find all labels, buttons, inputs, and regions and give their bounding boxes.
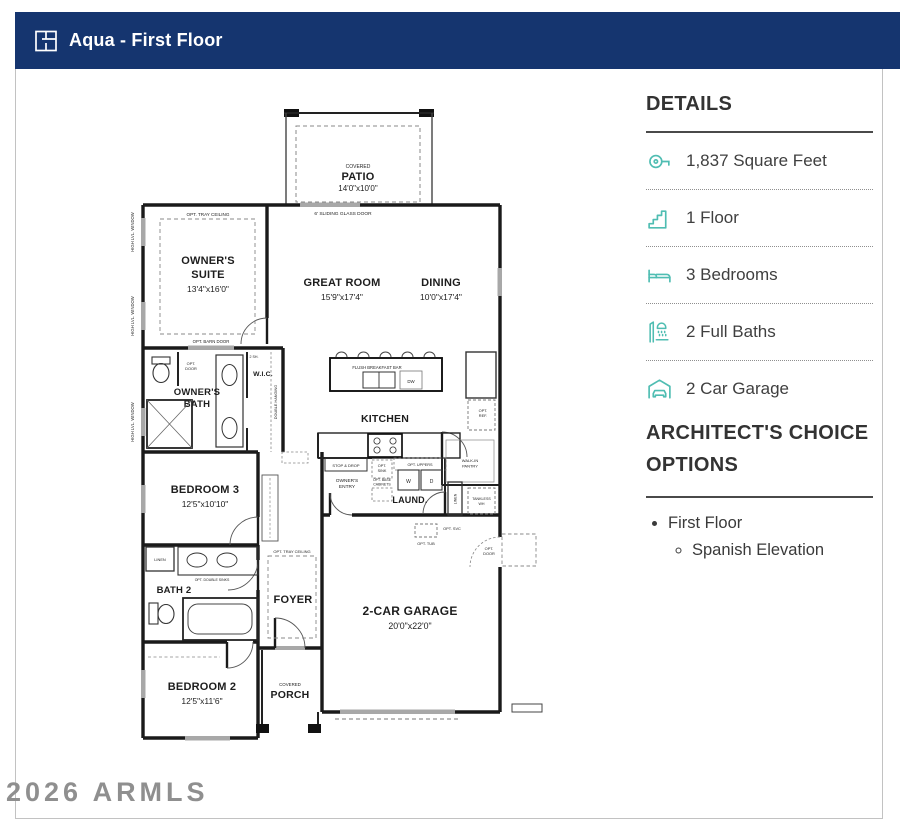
bath-2 bbox=[146, 547, 258, 640]
label-stop-drop: STOP & DROP bbox=[332, 463, 360, 468]
label-dining: DINING bbox=[421, 277, 461, 289]
detail-row-bedrooms bbox=[646, 247, 873, 304]
label-opt-garage-door: OPT. bbox=[484, 546, 494, 551]
label-kitchen: KITCHEN bbox=[360, 413, 410, 425]
car-garage-icon bbox=[646, 376, 673, 403]
label-opt-sink: OPT. bbox=[377, 464, 387, 468]
shower-icon bbox=[646, 319, 673, 346]
bedroom-2 bbox=[148, 657, 236, 706]
pantry-fridge bbox=[446, 352, 496, 482]
label-linen-hall: LINEN bbox=[453, 493, 458, 505]
label-owners-bath2: BATH bbox=[183, 399, 211, 410]
label-garage: 2-CAR GARAGE bbox=[362, 604, 458, 618]
label-great-room: GREAT ROOM bbox=[303, 277, 381, 289]
label-tankless-wh2: WH bbox=[478, 502, 485, 506]
label-opt-svc: OPT. SVC bbox=[443, 526, 461, 531]
label-owners-suite-dims: 13'4"x16'0" bbox=[187, 284, 229, 294]
label-high-window: HIGH LVL. WINDOW bbox=[130, 296, 135, 336]
label-opt-base-cabinets2: CABINETS bbox=[373, 482, 391, 487]
option-sublist bbox=[668, 541, 873, 560]
option-label: First Floor bbox=[668, 514, 743, 532]
label-opt-garage-door2: DOOR bbox=[483, 551, 495, 556]
detail-label: 3 Bedrooms bbox=[686, 265, 778, 284]
floorplan-drawing bbox=[20, 80, 635, 770]
label-bedroom2: BEDROOM 2 bbox=[167, 681, 237, 693]
kitchen bbox=[318, 352, 460, 458]
label-opt-ref: OPT. bbox=[478, 408, 488, 413]
label-high-window: HIGH LVL. WINDOW bbox=[130, 402, 135, 442]
detail-row-garage bbox=[646, 361, 873, 417]
label-dining-dims: 10'0"x17'4" bbox=[420, 292, 462, 302]
great-room-dining bbox=[304, 277, 462, 302]
floorplan-icon bbox=[34, 29, 58, 53]
page-title: Aqua - First Floor bbox=[69, 30, 223, 50]
interior-walls bbox=[178, 352, 500, 726]
label-opt-tray-ceiling: OPT. TRAY CEILING bbox=[186, 212, 230, 217]
label-bedroom3-dims: 12'5"x10'10" bbox=[181, 499, 229, 509]
options-divider bbox=[646, 496, 873, 498]
bed-icon bbox=[646, 262, 673, 289]
porch bbox=[256, 682, 321, 733]
option-item bbox=[668, 514, 873, 560]
label-patio: PATIO bbox=[341, 171, 375, 183]
label-high-window: HIGH LVL. WINDOW bbox=[130, 212, 135, 252]
detail-label: 2 Full Baths bbox=[686, 322, 776, 341]
options-title: ARCHITECT'S CHOICE OPTIONS bbox=[646, 422, 869, 476]
detail-label: 1,837 Square Feet bbox=[686, 151, 827, 170]
label-sliding-door: 6' SLIDING GLASS DOOR bbox=[314, 212, 372, 217]
option-sub-item: ◦ Spanish Elevation bbox=[692, 541, 873, 560]
label-tankless-wh: TANKLESS bbox=[472, 497, 491, 501]
label-bedroom2-dims: 12'5"x11'6" bbox=[181, 696, 223, 706]
label-porch: PORCH bbox=[270, 689, 310, 701]
label-opt-door2: DOOR bbox=[185, 366, 197, 371]
stairs-icon bbox=[646, 205, 673, 232]
detail-row-sqft bbox=[646, 133, 873, 190]
label-great-room-dims: 15'9"x17'4" bbox=[321, 292, 363, 302]
label-flush-breakfast-bar: FLUSH BREAKFAST BAR bbox=[352, 365, 402, 370]
label-foyer: FOYER bbox=[273, 594, 313, 606]
label-opt-base-cabinets: OPT. BASE bbox=[372, 478, 392, 482]
detail-row-baths bbox=[646, 304, 873, 361]
details-title: DETAILS bbox=[646, 93, 733, 115]
detail-row-floors bbox=[646, 190, 873, 247]
label-dishwasher: DW bbox=[407, 379, 415, 384]
armls-watermark: 2026 ARMLS bbox=[6, 777, 209, 807]
label-owners-entry: OWNER'S bbox=[335, 479, 359, 484]
label-opt-sink2: SINK bbox=[377, 469, 387, 473]
garage bbox=[335, 534, 542, 719]
label-walk-in-pantry2: PANTRY bbox=[462, 463, 478, 469]
patio-labels bbox=[314, 164, 377, 217]
label-bath2: BATH 2 bbox=[156, 585, 192, 596]
label-bedroom3: BEDROOM 3 bbox=[170, 484, 240, 496]
label-walk-in-pantry: WALK-IN bbox=[461, 458, 479, 463]
detail-label: 1 Floor bbox=[686, 208, 739, 227]
label-double-hanging: DOUBLE HANGING bbox=[274, 384, 278, 420]
label-washer: W bbox=[406, 479, 411, 485]
owners-bath bbox=[147, 352, 278, 452]
bedroom-3 bbox=[171, 484, 239, 509]
label-patio-dims: 14'0"x10'0" bbox=[338, 184, 378, 193]
label-owners-bath: OWNER'S bbox=[173, 387, 221, 398]
owners-suite bbox=[160, 212, 255, 344]
label-covered-patio: COVERED bbox=[345, 164, 371, 170]
label-owners-entry2: ENTRY bbox=[338, 485, 356, 490]
label-opt-double-sinks: OPT. DOUBLE SINKS bbox=[194, 578, 230, 582]
label-owners-suite: OWNER'S bbox=[181, 255, 235, 267]
label-wic: W.I.C. bbox=[253, 371, 273, 378]
label-opt-tub: OPT. TUB bbox=[417, 541, 435, 546]
label-shelves: 2 SH. bbox=[249, 355, 259, 359]
options-list bbox=[646, 514, 873, 560]
label-foyer-tray: OPT. TRAY CEILING bbox=[273, 549, 311, 554]
label-opt-uppers: OPT. UPPERS bbox=[407, 463, 433, 467]
tape-measure-icon bbox=[646, 148, 673, 175]
label-covered-porch: COVERED bbox=[279, 682, 301, 687]
label-opt-ref2: REF. bbox=[478, 413, 488, 418]
label-linen-bath2: LINEN bbox=[154, 557, 166, 562]
label-opt-door: OPT. bbox=[186, 361, 196, 366]
label-owners-suite2: SUITE bbox=[191, 269, 225, 281]
label-dryer: D bbox=[429, 479, 434, 485]
section-header-bar bbox=[15, 12, 900, 69]
laundry-band bbox=[325, 458, 495, 546]
high-window-labels bbox=[130, 212, 135, 442]
label-laundry: LAUND. bbox=[392, 495, 428, 505]
hall-foyer bbox=[262, 452, 316, 638]
label-opt-barn-door: OPT. BARN DOOR bbox=[192, 339, 230, 344]
details-panel bbox=[646, 93, 873, 568]
label-garage-dims: 20'0"x22'0" bbox=[388, 621, 432, 631]
detail-label: 2 Car Garage bbox=[686, 379, 789, 398]
